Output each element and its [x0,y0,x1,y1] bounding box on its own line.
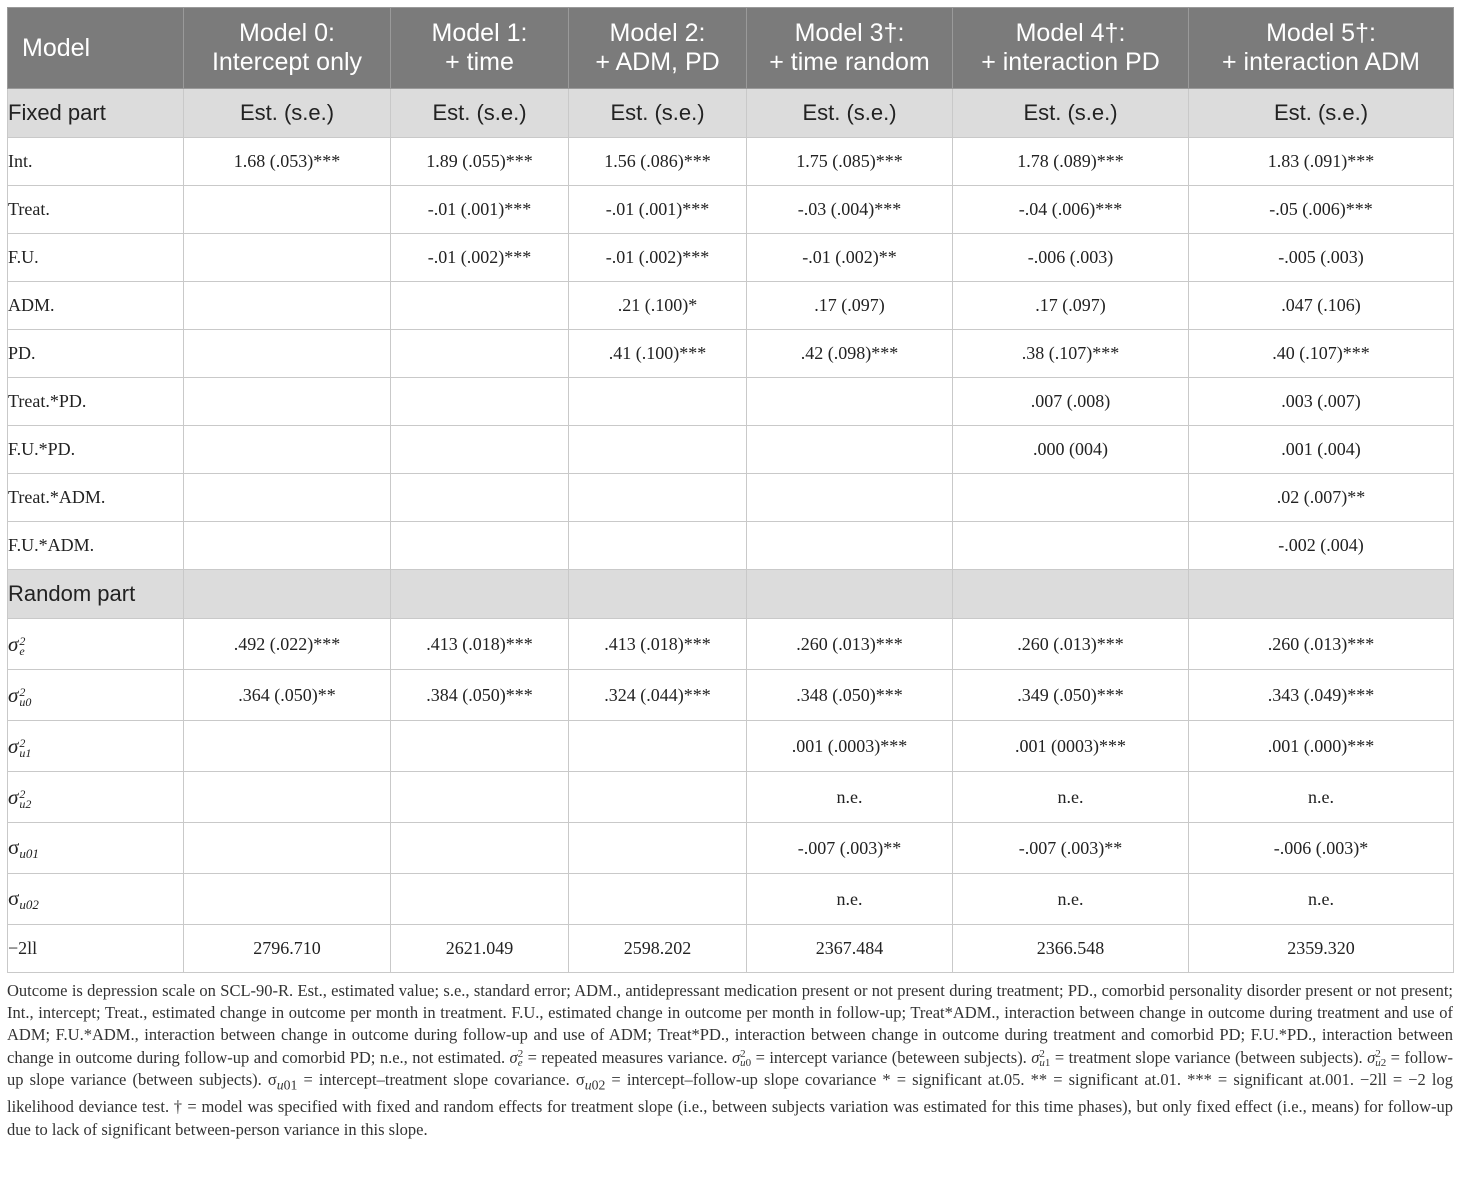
table-cell [184,522,391,570]
table-cell [747,426,953,474]
table-cell [391,282,569,330]
row-label [8,874,184,925]
superscript: 2 [19,685,26,700]
header-model-2: Model 2: + ADM, PD [569,8,747,89]
section-spacer [391,570,569,619]
table-cell [184,234,391,282]
table-cell: -.002 (.004) [1189,522,1454,570]
results-table [7,7,1454,973]
header-model-1: Model 1: + time [391,8,569,89]
table-cell: 2796.710 [184,925,391,973]
table-cell: .007 (.008) [953,378,1189,426]
table-cell: .384 (.050)*** [391,670,569,721]
table-row [8,282,1454,330]
table-cell [184,330,391,378]
subscript: u02 [19,896,39,912]
random-part-label: Random part [8,570,184,619]
table-cell: .21 (.100)* [569,282,747,330]
row-label: Treat. [8,186,184,234]
subscript: u2 [19,797,32,812]
table-cell: 1.78 (.089)*** [953,138,1189,186]
section-spacer [1189,570,1454,619]
table-cell: -.01 (.002)*** [391,234,569,282]
table-cell [184,823,391,874]
header-model-label: Model [8,8,184,89]
section-spacer [953,570,1189,619]
est-label: Est. (s.e.) [569,89,747,138]
table-cell: .17 (.097) [953,282,1189,330]
table-cell [569,378,747,426]
table-cell: .324 (.044)*** [569,670,747,721]
table-cell [391,378,569,426]
table-cell [184,772,391,823]
table-cell: .42 (.098)*** [747,330,953,378]
table-cell [569,823,747,874]
table-row [8,474,1454,522]
row-label: ADM. [8,282,184,330]
table-cell: 2598.202 [569,925,747,973]
table-cell: .003 (.007) [1189,378,1454,426]
table-cell: .343 (.049)*** [1189,670,1454,721]
header-model-5: Model 5†: + interaction ADM [1189,8,1454,89]
row-label [8,670,184,721]
table-cell [569,474,747,522]
header-row [8,8,1454,89]
table-cell: n.e. [1189,874,1454,925]
table-row [8,138,1454,186]
table-cell [184,474,391,522]
est-label: Est. (s.e.) [184,89,391,138]
subscript: e [19,644,25,659]
table-cell: .000 (004) [953,426,1189,474]
subscript: u0 [19,695,32,710]
table-cell: 2366.548 [953,925,1189,973]
table-cell [569,874,747,925]
table-cell: .001 (0003)*** [953,721,1189,772]
table-row [8,619,1454,670]
table-cell [391,823,569,874]
table-cell: .001 (.004) [1189,426,1454,474]
table-cell: 1.89 (.055)*** [391,138,569,186]
table-cell: .492 (.022)*** [184,619,391,670]
sigma-symbol: σ [8,834,20,859]
row-label: −2ll [8,925,184,973]
table-cell [747,474,953,522]
row-label: Int. [8,138,184,186]
table-cell: -.005 (.003) [1189,234,1454,282]
table-cell: .349 (.050)*** [953,670,1189,721]
table-cell [391,721,569,772]
row-label: PD. [8,330,184,378]
table-body [8,89,1454,973]
table-row [8,823,1454,874]
table-cell: n.e. [1189,772,1454,823]
section-spacer [747,570,953,619]
table-cell [747,378,953,426]
table-cell: -.01 (.001)*** [569,186,747,234]
table-cell: .348 (.050)*** [747,670,953,721]
table-cell: -.006 (.003)* [1189,823,1454,874]
table-row [8,522,1454,570]
table-row [8,378,1454,426]
table-cell: 1.75 (.085)*** [747,138,953,186]
superscript: 2 [19,634,26,649]
table-cell: .001 (.0003)*** [747,721,953,772]
table-cell [184,186,391,234]
table-row [8,234,1454,282]
table-cell: -.006 (.003) [953,234,1189,282]
table-cell [184,426,391,474]
table-cell: 1.83 (.091)*** [1189,138,1454,186]
table-cell: n.e. [747,772,953,823]
table-cell [391,874,569,925]
table-row [8,426,1454,474]
table-cell: .38 (.107)*** [953,330,1189,378]
table-cell [953,522,1189,570]
row-label: F.U.*PD. [8,426,184,474]
table-cell: .047 (.106) [1189,282,1454,330]
table-cell [953,474,1189,522]
table-cell: -.05 (.006)*** [1189,186,1454,234]
table-cell: -.007 (.003)** [953,823,1189,874]
row-label: Treat.*ADM. [8,474,184,522]
table-cell [184,721,391,772]
table-cell [569,522,747,570]
table-cell [184,282,391,330]
table-cell: 1.56 (.086)*** [569,138,747,186]
superscript: 2 [19,787,26,802]
est-label: Est. (s.e.) [391,89,569,138]
table-cell: .413 (.018)*** [569,619,747,670]
row-label: F.U.*ADM. [8,522,184,570]
table-row [8,874,1454,925]
est-label: Est. (s.e.) [953,89,1189,138]
table-cell: .40 (.107)*** [1189,330,1454,378]
fixed-part-header [8,89,1454,138]
table-cell: -.01 (.002)*** [569,234,747,282]
variance-subscript [19,685,32,710]
sigma-symbol: σ [8,784,19,809]
variance-subscript [19,736,32,761]
variance-subscript [19,634,26,659]
sigma-symbol: σ [8,885,20,910]
table-row [8,186,1454,234]
table-cell [184,874,391,925]
table-row [8,721,1454,772]
table-cell: .001 (.000)*** [1189,721,1454,772]
table-row [8,670,1454,721]
header-model-0: Model 0: Intercept only [184,8,391,89]
table-cell: -.01 (.001)*** [391,186,569,234]
header-model-4: Model 4†: + interaction PD [953,8,1189,89]
table-cell: .260 (.013)*** [1189,619,1454,670]
subscript: u1 [19,746,32,761]
est-label: Est. (s.e.) [747,89,953,138]
sigma-symbol: σ [8,631,19,656]
table-cell [391,522,569,570]
table-cell: -.03 (.004)*** [747,186,953,234]
sigma-symbol: σ [8,682,19,707]
table-row [8,330,1454,378]
table-cell: 2367.484 [747,925,953,973]
table-cell: n.e. [953,772,1189,823]
sigma-symbol: σ [8,733,19,758]
table-cell [569,426,747,474]
table-cell [747,522,953,570]
table-cell [391,474,569,522]
variance-subscript [19,787,32,812]
table-cell: 2359.320 [1189,925,1454,973]
table-cell [184,378,391,426]
table-cell: .260 (.013)*** [747,619,953,670]
table-cell: .364 (.050)** [184,670,391,721]
table-cell: .17 (.097) [747,282,953,330]
table-cell: .413 (.018)*** [391,619,569,670]
est-label: Est. (s.e.) [1189,89,1454,138]
subscript: u01 [19,845,39,861]
row-label: Treat.*PD. [8,378,184,426]
table-cell: .41 (.100)*** [569,330,747,378]
table-cell: -.01 (.002)** [747,234,953,282]
table-cell: 2621.049 [391,925,569,973]
row-label: F.U. [8,234,184,282]
table-footnote: Outcome is depression scale on SCL-90-R. Est., estimated value; s.e., standard error; ADM., antidepressant medication present or not present during treatment; PD., comorbid personality disorder present or not present; Int., intercept; Treat., estimated change in outcome per month in treatment. F.U., estimated change in outcome per month in follow-up; Treat*ADM., interaction between change in outcome during treatment and use of ADM; F.U.*ADM., interaction between change in outcome during follow-up and use of ADM; Treat*PD., interaction between change in outcome during treatment and comorbid PD; F.U.*PD., interaction between change in outcome during follow-up and comorbid PD; n.e., not estimated. σ 2 e = repeated measures variance. σ 2 u0 = intercept variance (beteween subjects). σ 2 u1 = treatment slope variance (between subjects). σ 2 u2 = follow-up slope variance (between subjects). $\sigma_{u01}$ = intercept–treatment slope covariance. $\sigma_{u02}$ = intercept–follow-up slope covariance * = significant at.05. ** = significant at.01. *** = significant at.001. −2ll = −2 log likelihood deviance test. † = model was specified with fixed and random effects for treatment slope (i.e., between subjects variation was estimated for this time phases), but only fixed effect (i.e., means) for follow-up due to lack of significant between-person variance in this slope. [7,981,1453,1139]
section-spacer [184,570,391,619]
row-label [8,721,184,772]
random-part-header [8,570,1454,619]
header-model-3: Model 3†: + time random [747,8,953,89]
table-row-deviance [8,925,1454,973]
fixed-part-label: Fixed part [8,89,184,138]
row-label [8,823,184,874]
table-cell [391,330,569,378]
table-cell [569,721,747,772]
section-spacer [569,570,747,619]
row-label [8,772,184,823]
table-cell: n.e. [747,874,953,925]
table-cell: n.e. [953,874,1189,925]
table-cell [391,426,569,474]
table-cell: -.04 (.006)*** [953,186,1189,234]
table-cell: .02 (.007)** [1189,474,1454,522]
table-cell: 1.68 (.053)*** [184,138,391,186]
table-cell [391,772,569,823]
table-cell: .260 (.013)*** [953,619,1189,670]
row-label [8,619,184,670]
table-row [8,772,1454,823]
table-cell: -.007 (.003)** [747,823,953,874]
table-cell [569,772,747,823]
superscript: 2 [19,736,26,751]
